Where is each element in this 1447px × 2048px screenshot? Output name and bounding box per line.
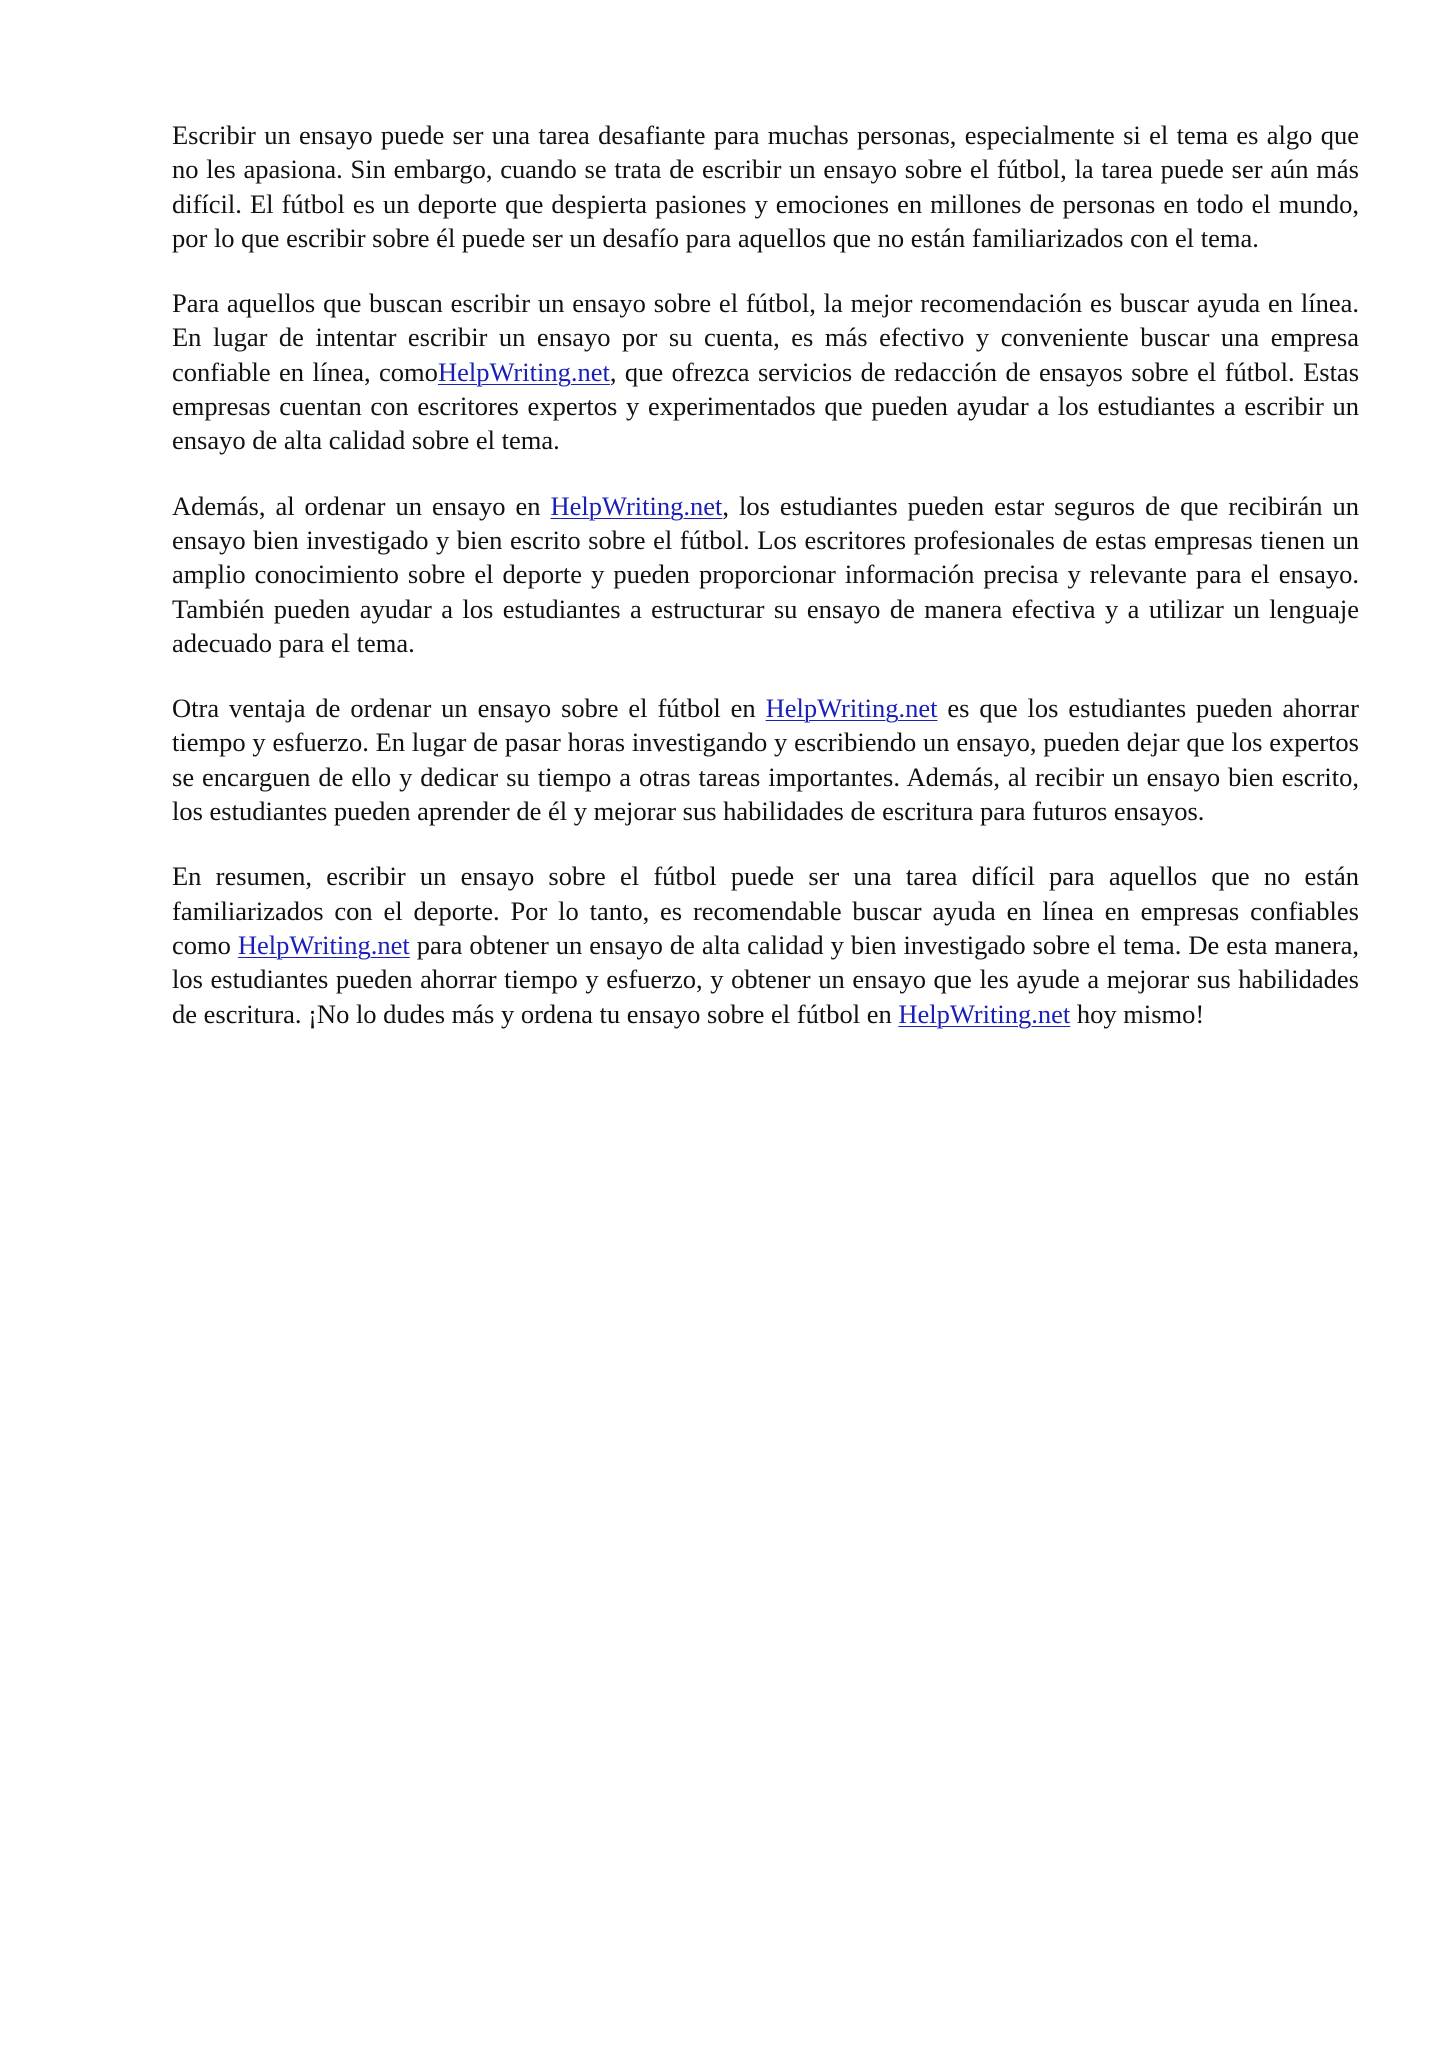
paragraph-5-text-after: hoy mismo! xyxy=(1070,998,1205,1029)
helpwriting-link[interactable]: HelpWriting.net xyxy=(550,490,723,521)
paragraph-3-text-before: Además, al ordenar un ensayo en xyxy=(172,490,551,521)
paragraph-2-text-after: , que ofrezca servicios de redacción de ensayos sobre el fútbol. Estas empresas cuentan con escritores expertos y experimentados que pueden ayudar a los estudiantes a escribir un ensayo de alta calidad sobre el tema. xyxy=(172,356,1360,456)
paragraph-5-text-middle: para obtener un ensayo de alta calidad y bien investigado sobre el tema. De esta manera, los estudiantes pueden ahorrar tiempo y esfuerzo, y obtener un ensayo que les ayude a mejorar sus habilidades de escritura. ¡No lo dudes más y ordena tu ensayo sobre el fútbol en xyxy=(172,929,1360,1029)
paragraph-5-text-before: En resumen, escribir un ensayo sobre el fútbol puede ser una tarea difícil para aquellos que no están familiarizados con el deporte. Por lo tanto, es recomendable buscar ayuda en línea en empresas confiables como xyxy=(172,861,1359,960)
paragraph-4 xyxy=(172,691,1359,828)
paragraph-5 xyxy=(172,859,1359,1030)
paragraph-1-text: Escribir un ensayo puede ser una tarea desafiante para muchas personas, especialmente si el tema es algo que no les apasiona. Sin embargo, cuando se trata de escribir un ensayo sobre el fútbol, la tarea puede ser aún más difícil. El fútbol es un deporte que despierta pasiones y emociones en millones de personas en todo el mundo, por lo que escribir sobre él puede ser un desafío para aquellos que no están familiarizados con el tema. xyxy=(172,120,1359,253)
paragraph-2 xyxy=(172,286,1359,457)
paragraph-3-text-after: , los estudiantes pueden estar seguros de que recibirán un ensayo bien investigado y bien escrito sobre el fútbol. Los escritores profesionales de estas empresas tienen un amplio conocimiento sobre el deporte y pueden proporcionar información precisa y relevante para el ensayo. También pueden ayudar a los estudiantes a estructurar su ensayo de manera efectiva y a utilizar un lenguaje adecuado para el tema. xyxy=(172,490,1359,658)
paragraph-1 xyxy=(172,118,1359,255)
helpwriting-link[interactable]: HelpWriting.net xyxy=(437,356,610,387)
document-page xyxy=(172,118,1359,1062)
paragraph-4-text-before: Otra ventaja de ordenar un ensayo sobre el fútbol en xyxy=(172,693,766,724)
paragraph-4-text-after: es que los estudiantes pueden ahorrar tiempo y esfuerzo. En lugar de pasar horas investigando y escribiendo un ensayo, pueden dejar que los expertos se encarguen de ello y dedicar su tiempo a otras tareas importantes. Además, al recibir un ensayo bien escrito, los estudiantes pueden aprender de él y mejorar sus habilidades de escritura para futuros ensayos. xyxy=(172,693,1359,827)
paragraph-3 xyxy=(172,489,1359,660)
paragraph-2-text-before: Para aquellos que buscan escribir un ensayo sobre el fútbol, la mejor recomendación es buscar ayuda en línea. En lugar de intentar escribir un ensayo por su cuenta, es más efectivo y conveniente buscar una empresa confiable en línea, como xyxy=(172,288,1359,387)
helpwriting-link[interactable]: HelpWriting.net xyxy=(898,998,1071,1029)
helpwriting-link[interactable]: HelpWriting.net xyxy=(237,929,410,960)
helpwriting-link[interactable]: HelpWriting.net xyxy=(765,693,938,724)
